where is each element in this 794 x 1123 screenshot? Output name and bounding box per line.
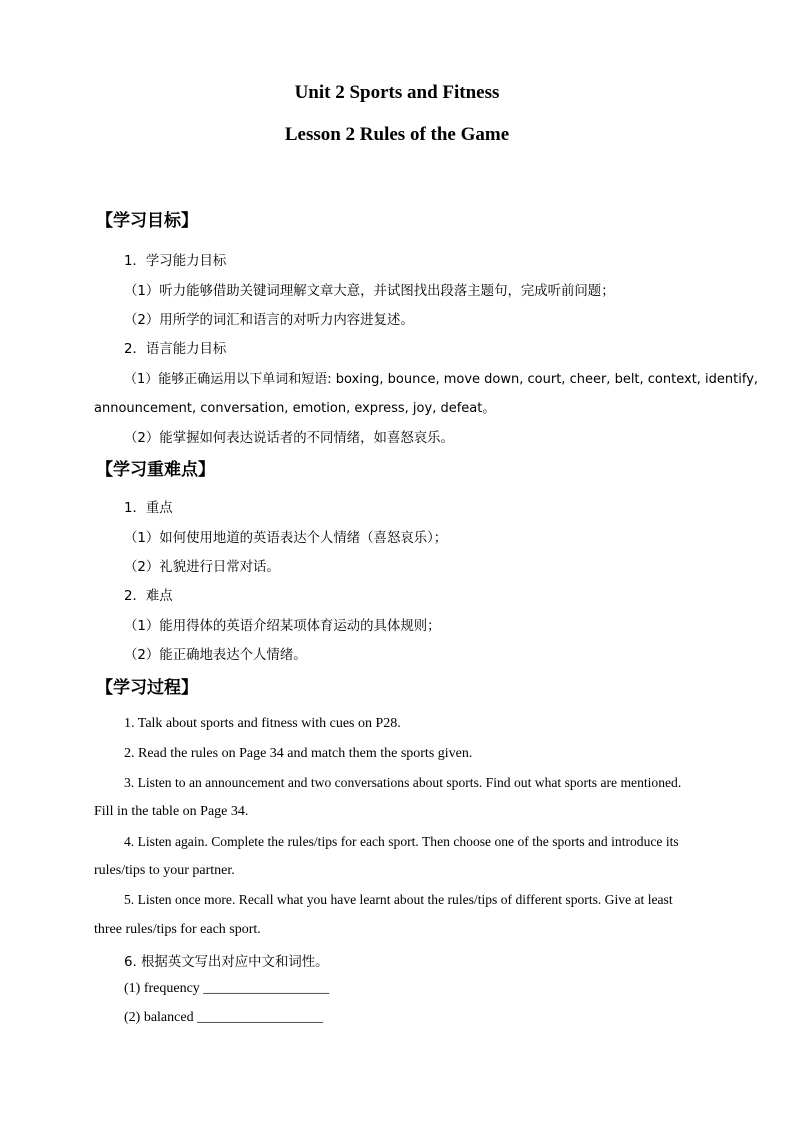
vocab-frequency: (1) frequency __________________ bbox=[124, 981, 330, 996]
goals-item1-b: （2）用所学的词汇和语言的对听力内容进复述。 bbox=[124, 313, 414, 328]
keypoints-item2-b: （2）能正确地表达个人情绪。 bbox=[124, 648, 307, 663]
keypoints-item1-b: （2）礼貌进行日常对话。 bbox=[124, 560, 280, 575]
process-step4-line2: rules/tips to your partner. bbox=[94, 863, 235, 878]
keypoints-item1-a: （1）如何使用地道的英语表达个人情绪（喜怒哀乐）； bbox=[124, 531, 448, 546]
process-heading: 【学习过程】 bbox=[96, 678, 198, 698]
goals-item2-a-line1: （1）能够正确运用以下单词和短语: boxing, bounce, move down, court, cheer, belt, context, identify, bbox=[124, 372, 759, 387]
process-step3-line1: 3. Listen to an announcement and two conversations about sports. Find out what sports are mentioned. bbox=[124, 775, 682, 790]
process-step4-line1: 4. Listen again. Complete the rules/tips for each sport. Then choose one of the sports and introduce its bbox=[124, 834, 679, 849]
vocab-balanced: (2) balanced __________________ bbox=[124, 1010, 324, 1025]
unit-title: Unit 2 Sports and Fitness bbox=[294, 82, 500, 103]
process-step6: 6. 根据英文写出对应中文和词性。 bbox=[124, 955, 329, 970]
process-step5-line1: 5. Listen once more. Recall what you have learnt about the rules/tips of different sports. Give at least bbox=[124, 892, 673, 907]
process-step1: 1. Talk about sports and fitness with cues on P28. bbox=[124, 716, 401, 731]
process-step5-line2: three rules/tips for each sport. bbox=[94, 922, 261, 937]
keypoints-heading: 【学习重难点】 bbox=[96, 460, 215, 480]
keypoints-item2: 2．难点 bbox=[124, 589, 173, 604]
keypoints-item2-a: （1）能用得体的英语介绍某项体育运动的具体规则； bbox=[124, 619, 441, 634]
goals-item1: 1．学习能力目标 bbox=[124, 254, 227, 269]
goals-item1-a: （1）听力能够借助关键词理解文章大意，并试图找出段落主题句，完成听前问题； bbox=[124, 284, 615, 299]
process-step3-line2: Fill in the table on Page 34. bbox=[94, 804, 249, 819]
lesson-title: Lesson 2 Rules of the Game bbox=[284, 124, 510, 145]
goals-heading: 【学习目标】 bbox=[96, 211, 198, 231]
keypoints-item1: 1．重点 bbox=[124, 501, 173, 516]
goals-item2-a-line2: announcement, conversation, emotion, express, joy, defeat。 bbox=[94, 401, 496, 416]
process-step2: 2. Read the rules on Page 34 and match them the sports given. bbox=[124, 746, 473, 761]
goals-item2-b: （2）能掌握如何表达说话者的不同情绪，如喜怒哀乐。 bbox=[124, 431, 454, 446]
goals-item2: 2．语言能力目标 bbox=[124, 342, 227, 357]
